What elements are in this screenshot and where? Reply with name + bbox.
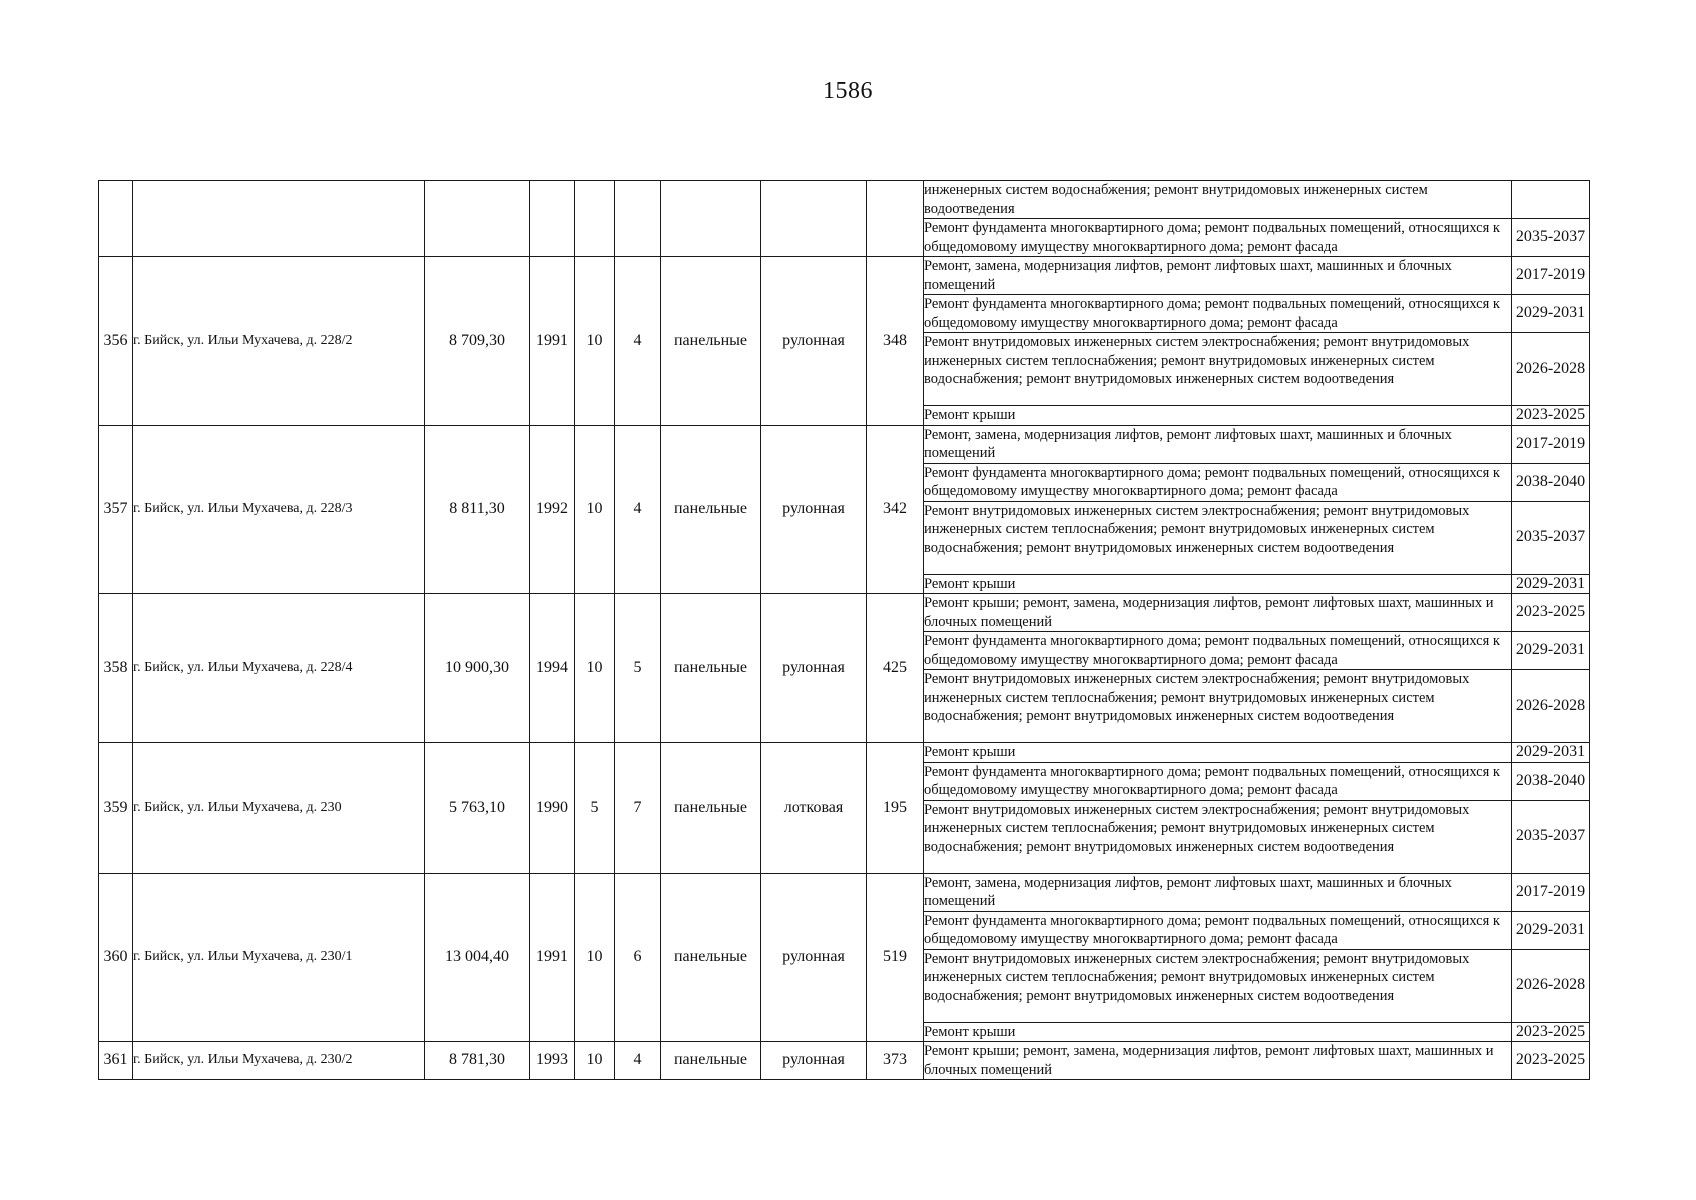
work-period: 2038-2040 [1512,762,1590,800]
entrances-cell: 6 [615,873,661,1042]
area-cell: 10 900,30 [425,594,530,743]
floors-cell: 10 [575,425,615,594]
work-description: Ремонт, замена, модернизация лифтов, ремонт лифтовых шахт, машинных и блочных помещений [924,425,1512,463]
work-description: Ремонт внутридомовых инженерных систем электроснабжения; ремонт внутридомовых инженерных систем теплоснабжения; ремонт внутридомовых инженерных систем водоснабжения; ремонт внутридомовых инженерных систем водоотведения [924,670,1512,743]
table-row [99,1042,1590,1080]
work-description: Ремонт крыши [924,406,1512,426]
work-period: 2029-2031 [1512,295,1590,333]
year-cell [530,181,575,257]
address-cell: г. Бийск, ул. Ильи Мухачева, д. 228/3 [133,425,425,594]
year-cell: 1992 [530,425,575,594]
work-description: Ремонт фундамента многоквартирного дома; ремонт подвальных помещений, относящихся к общедомовому имуществу многоквартирного дома; ремонт фасада [924,219,1512,257]
work-description: Ремонт фундамента многоквартирного дома; ремонт подвальных помещений, относящихся к общедомовому имуществу многоквартирного дома; ремонт фасада [924,632,1512,670]
table-row [99,425,1590,463]
walls-cell: панельные [661,425,761,594]
floors-cell: 5 [575,743,615,874]
work-period: 2023-2025 [1512,1022,1590,1042]
row-number: 358 [99,594,133,743]
work-period: 2026-2028 [1512,333,1590,406]
table-row [99,743,1590,763]
work-period: 2035-2037 [1512,219,1590,257]
num-cell [99,181,133,257]
floors-cell: 10 [575,873,615,1042]
area-cell: 5 763,10 [425,743,530,874]
entrances-cell: 4 [615,425,661,594]
year-cell: 1991 [530,873,575,1042]
row-number: 361 [99,1042,133,1080]
residents-cell: 425 [867,594,924,743]
roof-cell: рулонная [761,594,867,743]
walls-cell: панельные [661,257,761,426]
work-period: 2017-2019 [1512,257,1590,295]
residents-cell: 195 [867,743,924,874]
work-description: Ремонт внутридомовых инженерных систем электроснабжения; ремонт внутридомовых инженерных систем теплоснабжения; ремонт внутридомовых инженерных систем водоснабжения; ремонт внутридомовых инженерных систем водоотведения [924,800,1512,873]
work-period: 2038-2040 [1512,463,1590,501]
year-cell: 1991 [530,257,575,426]
work-period: 2023-2025 [1512,594,1590,632]
work-description: Ремонт крыши [924,1022,1512,1042]
residents-cell [867,181,924,257]
walls-cell: панельные [661,594,761,743]
work-description: Ремонт крыши; ремонт, замена, модернизация лифтов, ремонт лифтовых шахт, машинных и блочных помещений [924,1042,1512,1080]
work-period: 2017-2019 [1512,873,1590,911]
work-description: Ремонт фундамента многоквартирного дома; ремонт подвальных помещений, относящихся к общедомовому имуществу многоквартирного дома; ремонт фасада [924,762,1512,800]
walls-cell [661,181,761,257]
address-cell: г. Бийск, ул. Ильи Мухачева, д. 230/1 [133,873,425,1042]
row-number: 357 [99,425,133,594]
table-row [99,181,1590,219]
address-cell [133,181,425,257]
work-period: 2029-2031 [1512,632,1590,670]
work-period: 2026-2028 [1512,670,1590,743]
entrances-cell: 5 [615,594,661,743]
year-cell: 1993 [530,1042,575,1080]
page-number: 1586 [823,78,873,104]
work-description: Ремонт крыши [924,574,1512,594]
table-row [99,257,1590,295]
year-cell: 1990 [530,743,575,874]
work-period: 2035-2037 [1512,800,1590,873]
row-number: 360 [99,873,133,1042]
work-period: 2029-2031 [1512,743,1590,763]
floors-cell: 10 [575,594,615,743]
entrances-cell: 7 [615,743,661,874]
floors-cell [575,181,615,257]
walls-cell: панельные [661,743,761,874]
walls-cell: панельные [661,873,761,1042]
work-description: Ремонт внутридомовых инженерных систем электроснабжения; ремонт внутридомовых инженерных систем теплоснабжения; ремонт внутридомовых инженерных систем водоснабжения; ремонт внутридомовых инженерных систем водоотведения [924,949,1512,1022]
work-period: 2035-2037 [1512,501,1590,574]
roof-cell [761,181,867,257]
table-row [99,873,1590,911]
address-cell: г. Бийск, ул. Ильи Мухачева, д. 228/2 [133,257,425,426]
row-number: 356 [99,257,133,426]
address-cell: г. Бийск, ул. Ильи Мухачева, д. 230 [133,743,425,874]
row-number: 359 [99,743,133,874]
area-cell [425,181,530,257]
work-description: Ремонт внутридомовых инженерных систем электроснабжения; ремонт внутридомовых инженерных систем теплоснабжения; ремонт внутридомовых инженерных систем водоснабжения; ремонт внутридомовых инженерных систем водоотведения [924,333,1512,406]
address-cell: г. Бийск, ул. Ильи Мухачева, д. 228/4 [133,594,425,743]
work-period: 2023-2025 [1512,1042,1590,1080]
entrances-cell [615,181,661,257]
table-row [99,594,1590,632]
work-description: Ремонт, замена, модернизация лифтов, ремонт лифтовых шахт, машинных и блочных помещений [924,257,1512,295]
residents-cell: 519 [867,873,924,1042]
address-cell: г. Бийск, ул. Ильи Мухачева, д. 230/2 [133,1042,425,1080]
work-period: 2029-2031 [1512,574,1590,594]
roof-cell: рулонная [761,1042,867,1080]
floors-cell: 10 [575,1042,615,1080]
area-cell: 13 004,40 [425,873,530,1042]
work-description: инженерных систем водоснабжения; ремонт внутридомовых инженерных систем водоотведения [924,181,1512,219]
work-period [1512,181,1590,219]
work-description: Ремонт фундамента многоквартирного дома; ремонт подвальных помещений, относящихся к общедомовому имуществу многоквартирного дома; ремонт фасада [924,295,1512,333]
work-description: Ремонт фундамента многоквартирного дома; ремонт подвальных помещений, относящихся к общедомовому имуществу многоквартирного дома; ремонт фасада [924,911,1512,949]
work-description: Ремонт фундамента многоквартирного дома; ремонт подвальных помещений, относящихся к общедомовому имуществу многоквартирного дома; ремонт фасада [924,463,1512,501]
roof-cell: лотковая [761,743,867,874]
entrances-cell: 4 [615,257,661,426]
floors-cell: 10 [575,257,615,426]
work-period: 2017-2019 [1512,425,1590,463]
residents-cell: 342 [867,425,924,594]
area-cell: 8 811,30 [425,425,530,594]
area-cell: 8 709,30 [425,257,530,426]
work-description: Ремонт, замена, модернизация лифтов, ремонт лифтовых шахт, машинных и блочных помещений [924,873,1512,911]
roof-cell: рулонная [761,257,867,426]
residents-cell: 348 [867,257,924,426]
roof-cell: рулонная [761,873,867,1042]
work-period: 2026-2028 [1512,949,1590,1022]
residents-cell: 373 [867,1042,924,1080]
work-description: Ремонт внутридомовых инженерных систем электроснабжения; ремонт внутридомовых инженерных систем теплоснабжения; ремонт внутридомовых инженерных систем водоснабжения; ремонт внутридомовых инженерных систем водоотведения [924,501,1512,574]
work-period: 2023-2025 [1512,406,1590,426]
area-cell: 8 781,30 [425,1042,530,1080]
entrances-cell: 4 [615,1042,661,1080]
work-description: Ремонт крыши [924,743,1512,763]
year-cell: 1994 [530,594,575,743]
work-period: 2029-2031 [1512,911,1590,949]
roof-cell: рулонная [761,425,867,594]
walls-cell: панельные [661,1042,761,1080]
work-description: Ремонт крыши; ремонт, замена, модернизация лифтов, ремонт лифтовых шахт, машинных и блочных помещений [924,594,1512,632]
capital-repair-table [98,180,1590,1080]
